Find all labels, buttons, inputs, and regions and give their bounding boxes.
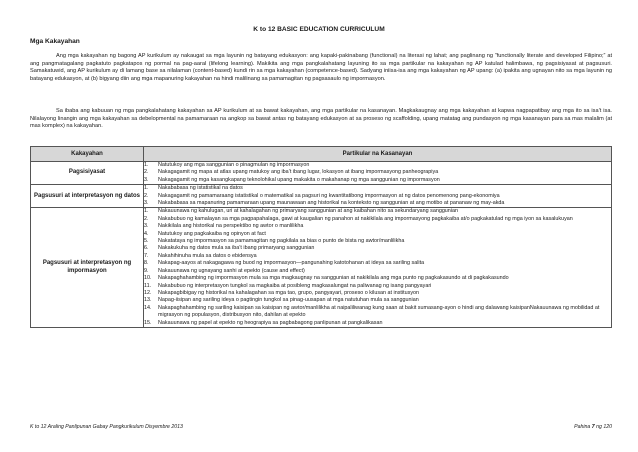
list-item: 12. Nakapagbibigay ng historikal na kahalagahan sa mga tao, grupo, pangyayari, proseso o kilusan at institusyon xyxy=(144,289,420,296)
kasanayan-list xyxy=(144,185,611,207)
document-header: K to 12 BASIC EDUCATION CURRICULUM xyxy=(253,26,385,33)
list-item: 2. Nakabubuo ng kamalayan sa mga pagpapahalaga, gawi at kaugalian ng panahon at nakikilala ang impormasyong pagkakaiba at/o pagkakatulad ng mga iyon sa kasalukuyan xyxy=(144,215,573,222)
footer-document-title: K to 12 Araling Panlipunan Gabay Pangkurikulum Disyembre 2013 xyxy=(30,424,183,430)
table-row xyxy=(31,185,612,208)
footer-page-number: Pahina 7 ng 120 xyxy=(574,424,612,430)
table-row xyxy=(31,162,612,185)
kasanayan-list xyxy=(144,162,611,184)
list-item: 1. Nakababasa ng istatistikal na datos xyxy=(144,185,243,192)
kasanayan-list xyxy=(144,208,611,327)
list-item: 11. Nakabubuo ng interpretasyon tungkol sa magkaiba at posibleng magkasalungat na paliwanag ng isang pangyayari xyxy=(144,282,432,289)
list-item: 2. Nakagagamit ng pamamaraang istatistikal o matematikal sa pagsuri ng kwantitatibong impormasyon at ng datos penomenong pang-ekonomiya xyxy=(144,192,500,199)
list-item: 2. Nakagagamit ng mapa at atlas upang matukoy ang iba’t ibang lugar, lokasyon at ibang impormasyong panheograpiya xyxy=(144,169,439,176)
list-item: 3. Nakababasa sa mapanuring pamamaraan upang maunawaan ang historikal na konteksto ng sanggunian at ang motibo at pananaw ng may-akda xyxy=(144,200,505,207)
section-title: Mga Kakayahan xyxy=(30,38,80,45)
col-header-kakayahan: Kakayahan xyxy=(31,147,144,162)
list-item: 10. Nakapaghahambing ng impormasyon mula sa mga magkaugnay na sanggunian at nakikilala ang mga punto ng pagkakasundo at di pagkakasundo xyxy=(144,275,509,282)
list-item: 7. Nakahihinuha mula sa datos o ebidensya xyxy=(144,252,257,259)
list-item: 5. Nakatataya ng impormasyon sa pamamagitan ng pagkilala sa bias o punto de bista ng awtor/manlilikha xyxy=(144,238,405,245)
summary-paragraph: Sa ibaba ang kabuuan ng mga pangkalahatang kakayahan sa AP kurikulum at sa bawat kakayahan, ang mga partikular na kasanayan. Magkakaugnay ang mga kakayahan at kapwa nagpapatibay ang mga ito sa isa’t isa. Nilalayong linangin ang mga kakayahan sa debelopmental na pamamaraan na angkop sa bawat antas ng batayang edukasyon at sa proseso ng scaffolding, upang matatag ang pundasyon ng mga kasanayan para sa mas malalim (at mas komplex) na kakayahan. xyxy=(30,108,612,130)
list-item: 3. Nakikilala ang historikal na perspektibo ng awtor o manlilikha xyxy=(144,223,304,230)
kakayahan-cell: Pagsisiyasat xyxy=(31,162,144,185)
table-header-row xyxy=(31,147,612,162)
intro-paragraph: Ang mga kakayahan ng bagong AP kurikulum ay nakaugat sa mga layunin ng batayang edukasyon: ang kapaki-pakinabang (functional) na literasi ng lahat; ang paglinang ng “functionally literate and developed Filipino;” at ang pangmatagalang pagkatuto pagkatapos ng pormal na pag-aaral (lifelong learning). Makikita ang mga pangkalahatang layuning ito sa mga partikular na kakayahan ng AP katulad halimbawa, ng pagsisiyasat at pagsusuri. Samakatuwid, ang AP kurikulum ay di lamang base sa nilalaman (content-based) kundi rin sa mga kakayahan (competence-based). Sadyang iniisa-isa ang mga kakayahan ng AP upang: (a) ipakita ang ugnayan nito sa mga layunin ng batayang edukasyon, at (b) bigyang diin ang mga mapanuring kakayahan na hindi malilinang sa pamamagitan ng pagsasaulo ng impormasyon. xyxy=(30,53,612,82)
list-item: 6. Nakakukuha ng datos mula sa iba’t ibang primaryang sanggunian xyxy=(144,245,315,252)
list-item: 15. Nakauunawa ng papel at epekto ng heograpiya sa pagbabagong panlipunan at pangkalikasan xyxy=(144,319,383,326)
table-row xyxy=(31,208,612,328)
kasanayan-cell xyxy=(144,208,612,328)
list-item: 1. Nakauunawa ng kahulugan, uri at kahalagahan ng primaryang sanggunian at ang kaibahan nito sa sekundaryang sanggunian xyxy=(144,208,459,215)
list-item: 9. Nakauunawa ng ugnayang sanhi at epekto (cause and effect) xyxy=(144,267,305,274)
list-item: 3. Nakagagamit ng mga kasangkapang teknolohikal upang makakita o makahanap ng mga sanggunian ng impormasyon xyxy=(144,176,440,183)
list-item: 1. Natutukoy ang mga sanggunian o pinagmulan ng impormasyon xyxy=(144,162,310,168)
kasanayan-cell xyxy=(144,162,612,185)
list-item: 4. Natutukoy ang pagkakaiba ng opinyon at fact xyxy=(144,230,266,237)
total-pages: 120 xyxy=(603,424,612,430)
kasanayan-cell xyxy=(144,185,612,208)
skills-table xyxy=(30,146,612,328)
kakayahan-cell: Pagsusuri at interpretasyon ng datos xyxy=(31,185,144,208)
list-item: 14. Nakapaghahambing ng sariling kaisipan sa kaisipan ng awtor/manlilikha at naipaliliwanag kung saan at bakit sumasang-ayon o hindi ang dalawang kaisipanNakauunawa ng mobilidad at migrasyon ng populasyon, distribusyon nito, dahilan at epekto xyxy=(144,304,600,319)
current-page: 7 xyxy=(591,424,595,430)
kakayahan-cell: Pagsusuri at interpretasyon ng impormasyon xyxy=(31,208,144,328)
list-item: 13. Napag-iisipan ang sariling ideya o pagtingin tungkol sa pinag-uusapan at mga natutuhan mula sa sanggunian xyxy=(144,297,419,304)
col-header-kasanayan: Partikular na Kasanayan xyxy=(144,147,612,162)
list-item: 8. Nakapag-aayos at nakagagawa ng buod ng impormasyon—pangunahing katotohanan at ideya sa sariling salita xyxy=(144,260,425,267)
